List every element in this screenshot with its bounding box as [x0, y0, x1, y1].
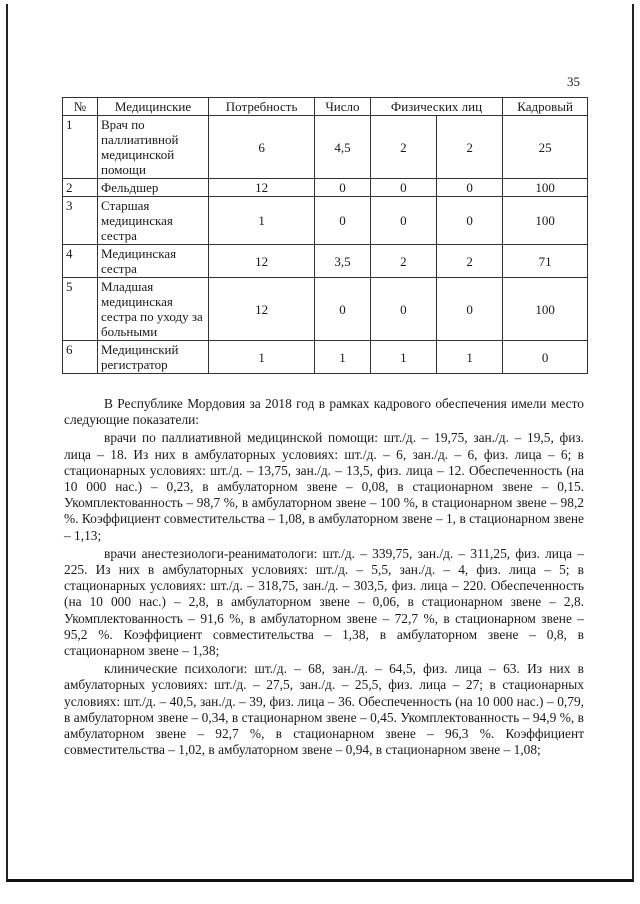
- table-row: [63, 197, 588, 245]
- table-row: [63, 341, 588, 374]
- row-name: Медицинская сестра: [98, 245, 209, 278]
- row-number: 2: [63, 179, 98, 197]
- header-number: №: [63, 98, 98, 116]
- header-need: Потребность: [209, 98, 315, 116]
- body-text: [64, 396, 584, 758]
- row-need: 6: [209, 116, 315, 179]
- row-physical-1: 0: [370, 179, 436, 197]
- row-physical-2: 0: [437, 278, 503, 341]
- paragraph-intro: В Республике Мордовия за 2018 год в рамках кадрового обеспечения имели место следующие показатели:: [64, 396, 584, 428]
- row-number: 4: [63, 245, 98, 278]
- row-name: Фельдшер: [98, 179, 209, 197]
- row-staffing: 71: [503, 245, 588, 278]
- row-staffing: 0: [503, 341, 588, 374]
- row-physical-1: 0: [370, 278, 436, 341]
- row-physical-1: 2: [370, 116, 436, 179]
- row-physical-2: 0: [437, 179, 503, 197]
- row-count: 0: [315, 179, 371, 197]
- row-staffing: 25: [503, 116, 588, 179]
- header-medical: Медицинские: [98, 98, 209, 116]
- paragraph-anesthesiologists: врачи анестезиологи-реаниматологи: шт./д. – 339,75, зан./д. – 311,25, физ. лица – 225. Из них в амбулаторных условиях: шт./д. – 5,5, зан./д. – 4, физ. лица – 5; в стационарных условиях: шт./д. – 318,75, зан./д. – 303,5, физ. лица – 220. Обеспеченность (на 10 000 нас.) – 2,8, в амбулаторном звене – 0,06, в стационарном звене – 2,8. Укомплектованность – 91,6 %, в амбулаторном звене – 72,7 %, в стационарном звене – 95,2 %. Коэффициент совместительства – 1,38, в амбулаторном звене – 0,8, в стационарном звене – 1,38;: [64, 545, 584, 659]
- paragraph-palliative-doctors: врачи по паллиативной медицинской помощи: шт./д. – 19,75, зан./д. – 19,5, физ. лица – 18. Из них в амбулаторных условиях: шт./д. – 6, зан./д. – 6, физ. лица – 6; в стационарных условиях: шт./д. – 13,75, зан./д. – 13,5, физ. лица – 12. Обеспеченность (на 10 000 нас.) – 0,23, в амбулаторном звене – 0,08, в стационарном звене – 0,15. Укомплектованность – 98,7 %, в амбулаторном звене – 100 %, в стационарном звене – 98,2 %. Коэффициент совместительства – 1,08, в амбулаторном звене – 1, в стационарном звене – 1,13;: [64, 430, 584, 543]
- staffing-table: [62, 97, 588, 374]
- row-physical-2: 2: [437, 116, 503, 179]
- row-count: 3,5: [315, 245, 371, 278]
- row-count: 4,5: [315, 116, 371, 179]
- row-number: 5: [63, 278, 98, 341]
- row-physical-2: 0: [437, 197, 503, 245]
- row-name: Медицинский регистратор: [98, 341, 209, 374]
- row-staffing: 100: [503, 179, 588, 197]
- header-count: Число: [315, 98, 371, 116]
- row-need: 1: [209, 197, 315, 245]
- row-number: 3: [63, 197, 98, 245]
- row-count: 0: [315, 278, 371, 341]
- row-physical-1: 2: [370, 245, 436, 278]
- page-number: 35: [567, 74, 580, 89]
- table-header-row: [63, 98, 588, 116]
- row-name: Старшая медицинская сестра: [98, 197, 209, 245]
- row-need: 12: [209, 179, 315, 197]
- row-need: 12: [209, 278, 315, 341]
- row-count: 0: [315, 197, 371, 245]
- table-row: [63, 278, 588, 341]
- table-body: [63, 116, 588, 374]
- row-number: 6: [63, 341, 98, 374]
- row-physical-1: 0: [370, 197, 436, 245]
- header-staffing: Кадровый: [503, 98, 588, 116]
- row-staffing: 100: [503, 197, 588, 245]
- row-physical-1: 1: [370, 341, 436, 374]
- row-need: 12: [209, 245, 315, 278]
- table-row: [63, 245, 588, 278]
- header-physical-persons: Физических лиц: [370, 98, 503, 116]
- row-physical-2: 2: [437, 245, 503, 278]
- table-row: [63, 116, 588, 179]
- table-row: [63, 179, 588, 197]
- row-count: 1: [315, 341, 371, 374]
- row-number: 1: [63, 116, 98, 179]
- row-staffing: 100: [503, 278, 588, 341]
- paragraph-clinical-psychologists: клинические психологи: шт./д. – 68, зан./д. – 64,5, физ. лица – 63. Из них в амбулаторных условиях: шт./д. – 27,5, зан./д. – 25,5, физ. лица – 27; в стационарных условиях: шт./д. – 40,5, зан./д. – 39, физ. лица – 36. Обеспеченность (на 10 000 нас.) – 0,79, в амбулаторном звене – 0,34, в стационарном звене – 0,45. Укомплектованность – 94,9 %, в амбулаторном звене – 92,7 %, в стационарном звене – 96,3 %. Коэффициент совместительства – 1,02, в амбулаторном звене – 0,94, в стационарном звене – 1,08;: [64, 661, 584, 758]
- row-physical-2: 1: [437, 341, 503, 374]
- row-need: 1: [209, 341, 315, 374]
- row-name: Врач по паллиативной медицинской помощи: [98, 116, 209, 179]
- row-name: Младшая медицинская сестра по уходу за больными: [98, 278, 209, 341]
